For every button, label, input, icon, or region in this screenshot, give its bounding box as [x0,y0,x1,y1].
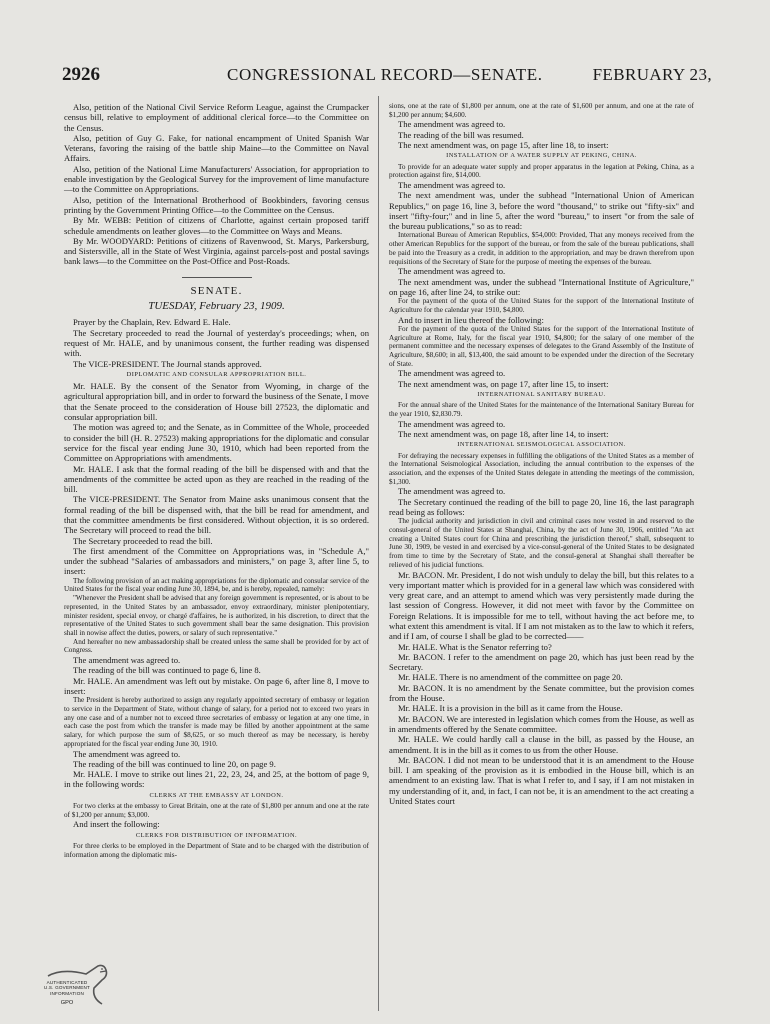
page-number: 2926 [62,64,100,85]
paragraph: Mr. BACON. We are interested in legislation which comes from the House, as well as in amendments offered by the Senate committee. [389,713,694,734]
paragraph: The VICE-PRESIDENT. The Journal stands approved. [73,358,262,369]
paragraph: By Mr. WOODYARD: Petitions of citizens of Ravenwood, St. Marys, Parkersburg, and Sistersville, all in the State of West Virginia, against parcels-post and postal savings bank laws—to the Committee on the Post-Office and Post-Roads. [64,235,369,267]
paragraph: Mr. BACON. I refer to the amendment on page 20, which has just been read by the Secretary. [389,651,694,673]
paragraph: The amendment was agreed to. [398,486,506,497]
subheading: CLERKS AT THE EMBASSY AT LONDON. [149,791,284,799]
paragraph: The amendment was agreed to. [398,119,506,130]
paragraph: The next amendment was, under the subhead "International Institute of Agriculture," on page 16, after line 24, to strike out: [389,276,694,297]
quoted-text: For the annual share of the United States for the maintenance of the International Sanitary Bureau for the year 1910, $2,830.79. [389,401,694,418]
paragraph: The amendment was agreed to. [73,655,181,666]
subheading: INTERNATIONAL SANITARY BUREAU. [477,391,606,398]
quoted-text: International Bureau of American Republics, $54,000: Provided, That any moneys received from the other American Republics for the support of the bureau, or from the sale of the bureau publications, shall be paid into the Treasury as a credit, in addition to the appropriation, and may be drawn therefrom upon requisitions of the Secretary of State for the purpose of meeting the expenses of the bureau. [389,231,694,266]
paragraph: Mr. HALE. I move to strike out lines 21, 22, 23, 24, and 25, at the bottom of page 9, in the following words: [64,769,369,790]
quoted-text: For three clerks to be employed in the Department of State and to be charged with the distribution of information among the diplomatic mis- [64,841,369,859]
paragraph: Also, petition of the International Brotherhood of Bookbinders, favoring census printing by the Government Printing Office—to the Committee on the Census. [64,194,369,215]
paragraph: The Secretary proceeded to read the bill. [73,535,213,546]
paragraph: The amendment was agreed to. [398,418,506,429]
paragraph: Also, petition of Guy G. Fake, for national encampment of United Spanish War Veterans, favoring the raising of the battle ship Maine—to the Committee on Naval Affairs. [64,132,369,164]
paragraph: The amendment was agreed to. [73,748,181,759]
paragraph: The first amendment of the Committee on Appropriations was, in "Schedule A," under the subhead "Salaries of ambassadors and ministers," on page 3, after line 5, to insert: [64,545,369,577]
paragraph: The motion was agreed to; and the Senate, as in Committee of the Whole, proceeded to consider the bill (H. R. 27523) making appropriations for the diplomatic and consular service for the fiscal year ending June 30, 1910, which had been reported from the Committee on Appropriations with amendments. [64,422,369,464]
quoted-text: The following provision of an act making appropriations for the diplomatic and consular service of the United States for the fiscal year ending June 30, 1894, be, and is hereby, repealed, namely: [64,576,369,594]
paragraph: Mr. HALE. We could hardly call a clause in the bill, as passed by the House, an amendment. It is in the bill as it comes to us from the other House. [389,734,694,755]
paragraph: The reading of the bill was continued to line 20, on page 9. [73,758,276,769]
paragraph: Mr. HALE. By the consent of the Senator from Wyoming, in charge of the agricultural appropriation bill, and in order to forward the business of the Senate, I move that the Senate proceed to the consideration of House bill 27523, the diplomatic and consular appropriation bill. [64,381,369,423]
column-divider [378,96,379,1011]
gpo-label: GPO [60,1000,74,1006]
paragraph: Also, petition of the National Lime Manufacturers' Association, for appropriation to enable investigation by the Geological Survey for the improvement of lime manufacture—to the Committee on Appropriations. [64,163,369,195]
page-title: CONGRESSIONAL RECORD—SENATE. [227,65,543,84]
page-date: FEBRUARY 23, [592,65,712,84]
paragraph: The next amendment was, on page 15, after line 18, to insert: [398,140,609,150]
subheading: DIPLOMATIC AND CONSULAR APPROPRIATION BILL. [126,370,307,378]
paragraph: The next amendment was, on page 18, after line 14, to insert: [398,429,609,439]
gpo-authentication-seal [42,962,128,1006]
paragraph: Mr. HALE. I ask that the formal reading of the bill be dispensed with and that the amendments of the committee be acted upon as they are reached in the reading of the bill. [64,463,369,495]
paragraph: Mr. BACON. It is no amendment by the Senate committee, but the provision comes from the House. [389,682,694,704]
quoted-text: "Whenever the President shall be advised that any foreign government is represented, or is about to be represented, in the United States by an ambassador, envoy extraordinary, minister plenipotentiary, minister resident, special envoy, or chargé d'affaires, he is authorized, in his discretion, to direct that the representative of the United States to such government shall bear the same designation. This provision shall in nowise affect the duties, powers, or salary of such representative." [64,594,369,637]
quoted-text: For two clerks at the embassy to Great Britain, one at the rate of $1,800 per annum and one at the rate of $1,200 per annum; $3,000. [64,801,369,819]
paragraph: By Mr. WEBB: Petition of citizens of Charlotte, against certain proposed tariff schedule amendments on leather gloves—to the Committee on Ways and Means. [64,215,369,236]
paragraph: The amendment was agreed to. [398,180,506,190]
paragraph: And insert the following: [73,819,160,830]
right-column [389,102,694,806]
paragraph: Mr. BACON. I did not mean to be understood that it is an amendment to the House bill. I am speaking of the provision as it is embodied in the House bill, which is an amendment to an existing law. That is what I refer to, and I say, if I am not mistaken in my understanding of it, and, in fact, I can not be, it is an amendment to the act creating a United States court [389,754,694,807]
paragraph: The Secretary continued the reading of the bill to page 20, line 16, the last paragraph read being as follows: [389,496,694,517]
paragraph: The reading of the bill was resumed. [398,129,524,140]
quoted-text: For defraying the necessary expenses in fulfilling the obligations of the United States as a member of the International Seismological Association, including the annual contribution to the expenses of the association, and the expenses of the United States delegate in attending the meetings of the commission, $1,300. [389,451,694,486]
quoted-text: The judicial authority and jurisdiction in civil and criminal cases now vested in and reserved to the consul-general of the United States at Shanghai, China, by the act of June 30, 1906, entitled "An act creating a United States court for China and prescribing the jurisdiction thereof," shall, subsequent to June 30, 1909, be vested in and exercised by a vice-consul-general of the United States to be designated from time to time by the Secretary of State, and the consul-general at Shanghai shall thereafter be relieved of his judicial functions. [389,517,694,569]
paragraph: The amendment was agreed to. [398,266,506,277]
paragraph: The VICE-PRESIDENT. The Senator from Maine asks unanimous consent that the formal reading of the bill be dispensed with, that the bill be read for amendment, and that the committee amendments be first considered. Without objection, it is so ordered. The Secretary will proceed to read the bill. [64,494,369,536]
quoted-text: The President is hereby authorized to assign any regularly appointed secretary of embassy or legation to service in the Department of State, without change of salary, for a period not to exceed two years in any one case and of a number not to exceed three secretaries of embassy or legation at any one time, in each case the post from which the transfer is made may be filled by another appointment at the same salary, for which purpose the sum of $8,625, or so much thereof as may be necessary, is hereby appropriated for the fiscal year ending June 30, 1910. [64,696,369,748]
paragraph: The Secretary proceeded to read the Journal of yesterday's proceedings; when, on request of Mr. HALE, and by unanimous consent, the further reading was dispensed with. [64,327,369,359]
paragraph: And to insert in lieu thereof the following: [398,314,544,325]
paragraph: Mr. HALE. It is a provision in the bill as it came from the House. [398,703,623,714]
paragraph: The next amendment was, under the subhead "International Union of American Republics," on page 16, line 3, before the word "thousand," to strike out "fifty-six" and insert "fifty-four;" and in line 5, after the word "bureau," to insert "or from the sale of the bureau publications," so as to read: [389,190,694,232]
seal-text: AUTHENTICATED U.S. GOVERNMENT INFORMATION [43,980,91,996]
subheading: INSTALLATION OF A WATER SUPPLY AT PEKING, CHINA. [446,152,637,160]
quoted-text: To provide for an adequate water supply and proper apparatus in the legation at Peking, China, as a protection against fire, $14,000. [389,162,694,180]
paragraph: The amendment was agreed to. [398,368,506,379]
paragraph: The reading of the bill was continued to page 6, line 8. [73,665,261,676]
subheading: INTERNATIONAL SEISMOLOGICAL ASSOCIATION. [457,441,626,449]
paragraph: Also, petition of the National Civil Service Reform League, against the Crumpacker census bill, relative to employment of additional clerical force—to the Committee on the Census. [64,102,369,133]
quoted-text: For the payment of the quota of the United States for the support of the International Institute of Agriculture at Rome, Italy, for the fiscal year 1910, $4,800; for the salary of one member of the permanent committee and the necessary expenses of delegates to the Grand Assembly of the Institute of Agriculture, $8,600; in all, $13,400, the said amount to be expended under the direction of the Secretary of State. [389,324,694,368]
subheading: CLERKS FOR DISTRIBUTION OF INFORMATION. [135,831,298,839]
session-date: TUESDAY, February 23, 1909. [148,300,285,313]
paragraph: Mr. HALE. What is the Senator referring to? [398,641,552,652]
paragraph: Mr. HALE. An amendment was left out by mistake. On page 6, after line 8, I move to insert: [64,675,369,696]
paragraph: Mr. HALE. There is no amendment of the committee on page 20. [398,672,623,683]
paragraph: Mr. BACON. Mr. President, I do not wish unduly to delay the bill, but this relates to a very important matter which is provided for in a general law which was considered with very great care, and an attempt to amend which was very persistently made during the last session of Congress. However, it did not meet with favor by the Committee on Foreign Relations. It is impossible for me to tell, without having the act before me, to what extent this amendment is vital. If I am not mistaken as to the law to which it refers, and if I am, of course I shall be glad to be corrected—— [389,569,694,642]
quoted-text: And hereafter no new ambassadorship shall be created unless the same shall be provided for by act of Congress. [64,637,369,655]
paragraph: The next amendment was, on page 17, after line 15, to insert: [398,378,609,389]
left-column [64,102,369,859]
section-heading: SENATE. [190,284,243,297]
section-rule [182,277,252,278]
quoted-text: For the payment of the quota of the United States for the support of the International Institute of Agriculture for the calendar year 1910, $4,800. [389,297,694,314]
paragraph: Prayer by the Chaplain, Rev. Edward E. Hale. [73,317,231,328]
page-header [62,64,712,90]
quoted-text: sions, one at the rate of $1,800 per annum, one at the rate of $1,600 per annum, and one at the rate of $1,200 per annum; $4,600. [389,102,694,119]
